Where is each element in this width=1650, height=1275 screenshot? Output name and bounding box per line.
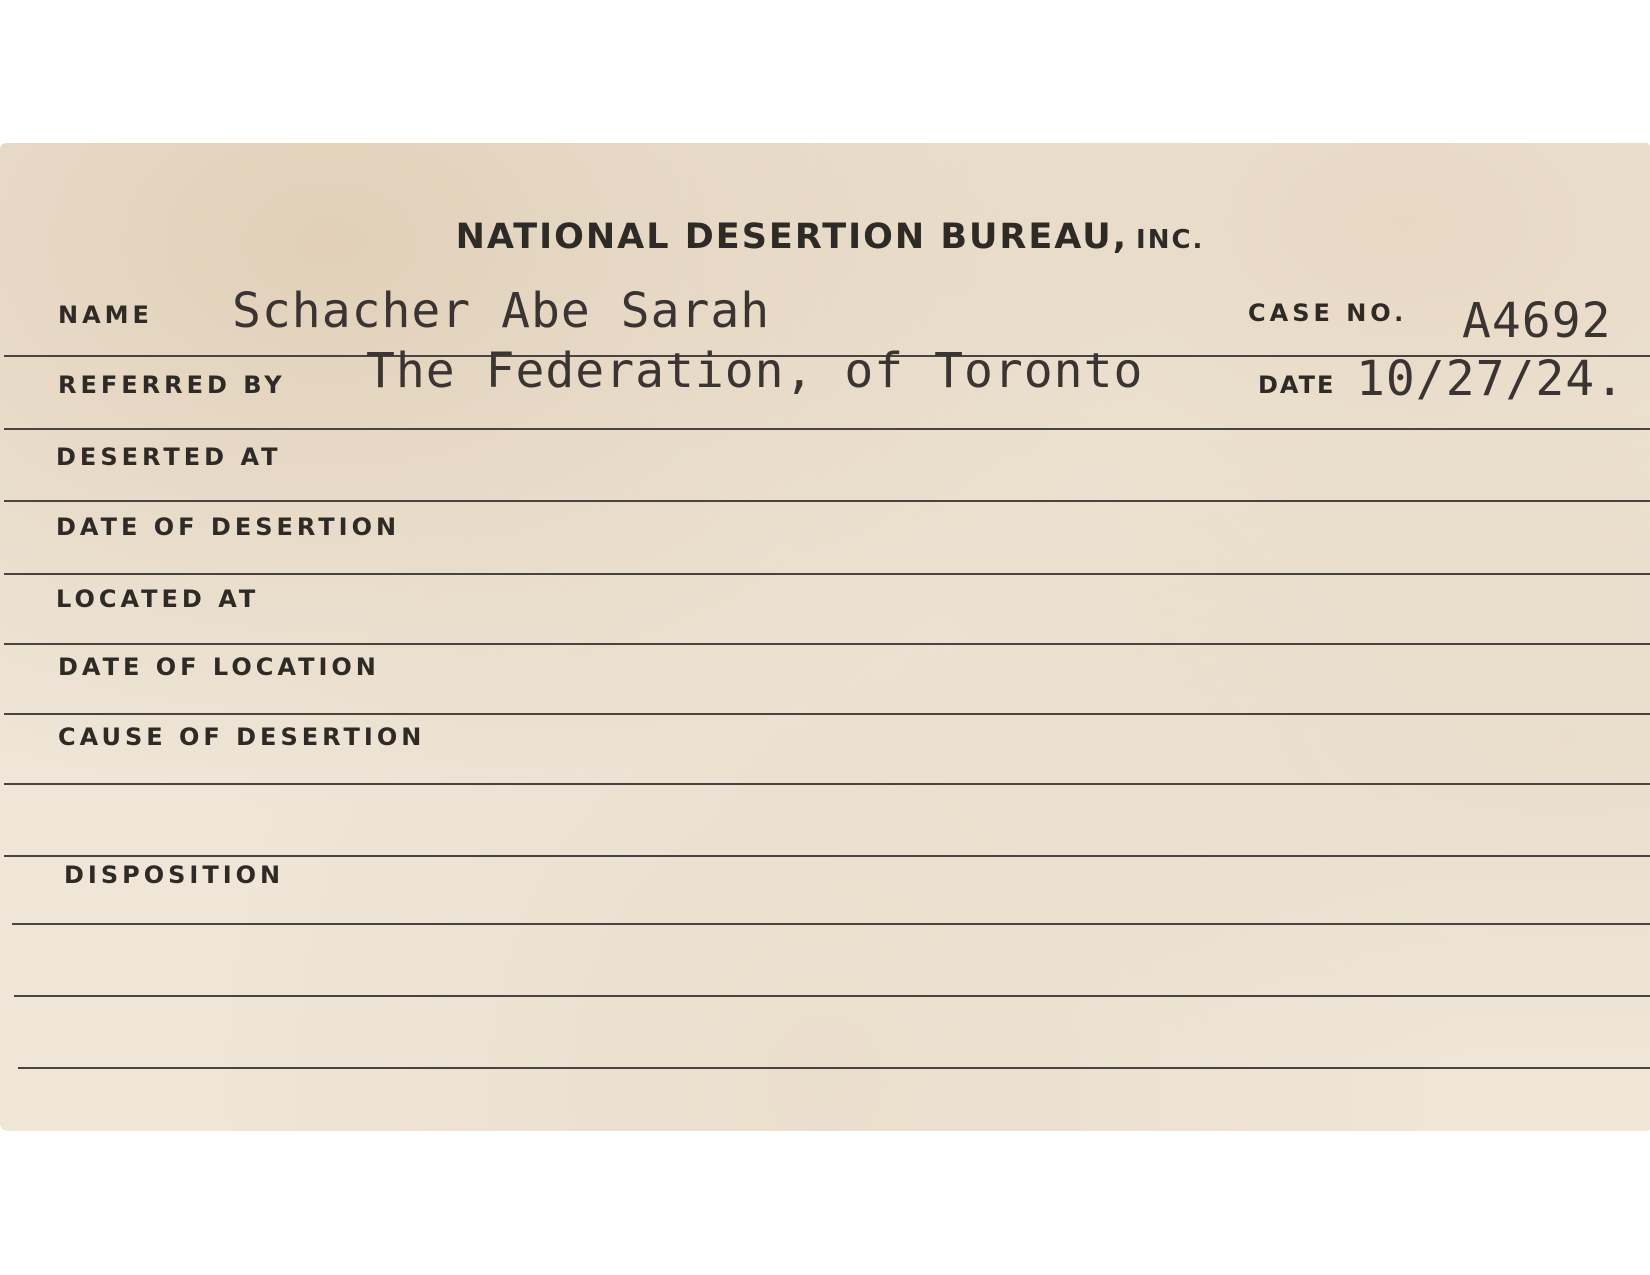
referred-by-label: REFERRED BY [58,371,286,399]
case-no-value: A4692 [1462,293,1612,349]
name-value: Schacher Abe Sarah [232,283,771,339]
referred-by-value: The Federation, of Toronto [366,343,1144,399]
date-of-location-rule [4,713,1650,715]
deserted-at-label: DESERTED AT [56,443,282,471]
index-card [0,143,1650,1131]
cause-of-desertion-label: CAUSE OF DESERTION [58,723,426,751]
bureau-name: NATIONAL DESERTION BUREAU, [455,217,1129,257]
cause-extra-rule [4,855,1650,857]
date-of-desertion-rule [4,573,1650,575]
located-at-label: LOCATED AT [56,585,260,613]
disposition-rule [12,923,1650,925]
cause-of-desertion-rule [4,783,1650,785]
located-at-rule [4,643,1650,645]
disposition-label: DISPOSITION [64,861,285,889]
date-of-desertion-label: DATE OF DESERTION [56,513,401,541]
deserted-at-rule [4,500,1650,502]
date-value: 10/27/24. [1356,351,1626,407]
name-label: NAME [58,301,153,329]
card-title [0,217,1650,257]
disposition-extra-rule-2 [18,1067,1650,1069]
disposition-extra-rule-1 [14,995,1650,997]
referred-by-rule [4,428,1650,430]
bureau-suffix: INC. [1136,225,1205,255]
date-of-location-label: DATE OF LOCATION [58,653,380,681]
case-no-label: CASE NO. [1248,299,1408,327]
date-label: DATE [1258,371,1336,399]
